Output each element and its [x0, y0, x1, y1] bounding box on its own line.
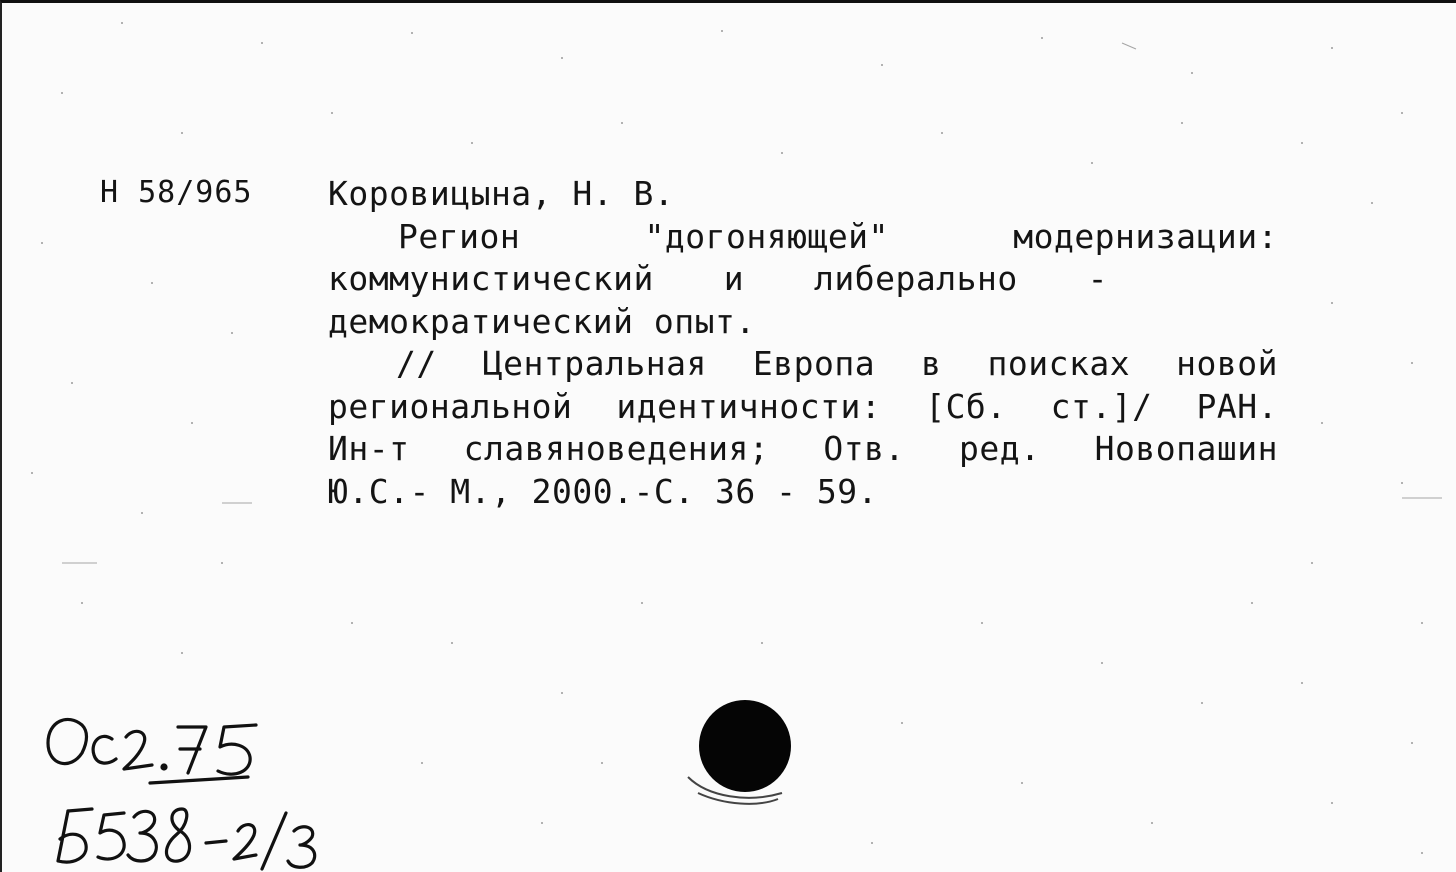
source-line: // Центральная Европа в поисках новой [396, 344, 1278, 383]
title-line: Регион "догоняющей" модернизации: [398, 216, 1278, 256]
author-line: Коровицына, Н. В. [328, 174, 675, 213]
source-line: Ю.С.- М., 2000.-С. 36 - 59. [328, 471, 878, 511]
handwritten-shelf-mark [30, 703, 360, 872]
title-line: коммунистический и либерально - [328, 259, 1108, 298]
title-line: демократический опыт. [328, 301, 756, 341]
source-line: Ин-т славяноведения; Отв. ред. Новопашин [328, 429, 1278, 468]
bibliographic-entry [328, 173, 1278, 513]
source-line: региональной идентичности: [Сб. ст.]/ РАН. [328, 386, 1278, 426]
call-number: Н 58/965 [100, 175, 253, 210]
punch-hole-shadow [678, 763, 798, 813]
